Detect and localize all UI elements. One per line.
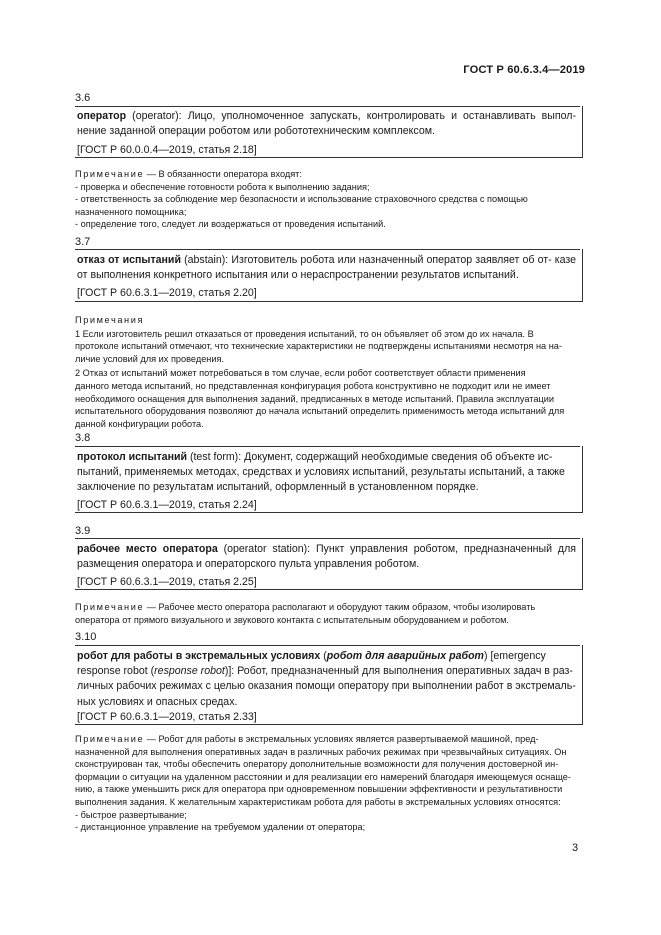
term-definition-line: пытаний, применяемых методах, средствах и условиях испытаний, результаты испытаний, а также xyxy=(77,466,565,479)
note-label: Примечания xyxy=(75,315,145,325)
term-english: (test form): xyxy=(189,451,242,463)
term-source: [ГОСТ Р 60.6.3.1—2019, статья 2.24] xyxy=(77,499,257,511)
term-definition: Лицо, уполномоченное запускать, контролировать и останавливать выпол- xyxy=(187,110,576,122)
note-item: назначенного помощника; xyxy=(75,206,187,217)
term-number: 3.6 xyxy=(75,92,91,104)
term-english: [emergency xyxy=(490,650,546,662)
page-header: ГОСТ Р 60.6.3.4—2019 xyxy=(463,64,585,76)
term-source: [ГОСТ Р 60.6.3.1—2019, статья 2.20] xyxy=(77,287,257,299)
term-definition-rest: нение заданной операции роботом или робототехническим комплексом. xyxy=(77,125,435,138)
note-item: - ответственность за соблюдение мер безопасности и использование страховочного средства с помощью xyxy=(75,194,528,205)
term-box-3-6 xyxy=(75,106,583,158)
term-box-3-8 xyxy=(75,446,583,513)
note-label: Примечание xyxy=(75,602,145,612)
note-label: Примечание xyxy=(75,734,145,744)
term-definition-line: личных рабочих режимах с целью оказания помощи оператору при выполнении работ в экстремаль- xyxy=(77,680,576,693)
note-line: сконструирован так, чтобы обеспечить оператору дополнительные возможности для получения достоверной ин- xyxy=(75,759,559,770)
term-english: (operator station): xyxy=(223,543,311,555)
note-line: личие условий для их проведения. xyxy=(75,353,225,364)
term-english: (operator): xyxy=(132,110,182,122)
note-label: Примечание xyxy=(75,169,145,179)
term-english: )]: xyxy=(224,665,235,678)
term-definition-rest: размещения оператора и операторского пульта управления роботом. xyxy=(77,558,420,571)
term-english: response robot ( xyxy=(77,665,155,678)
term-definition: Робот, предназначенный для выполнения оперативных задач в раз- xyxy=(237,665,573,678)
term-number: 3.10 xyxy=(75,631,97,643)
note-line: необходимого оснащения для выполнения заданий, предписанных в методе испытаний. Правила эксплуатации xyxy=(75,393,555,404)
note-line: данной конфигурации робота. xyxy=(75,418,204,429)
note-3-10 xyxy=(75,733,581,834)
note-line: 1 Если изготовитель решил отказаться от проведения испытаний, то он объявляет об этом до их начала. В xyxy=(75,328,534,339)
note-3-9 xyxy=(75,601,581,626)
note-line: формации о ситуации на удаленном расстоянии и для реализации его намерений благодаря имеющемуся оснаще- xyxy=(75,771,571,782)
note-line: — Рабочее место оператора располагают и оборудуют таким образом, чтобы изолировать xyxy=(144,602,536,612)
note-line: нию, а также уменьшить риск для оператора при одновременном повышении эффективности и результативности xyxy=(75,784,563,795)
term-definition: Пункт управления роботом, предназначенный для xyxy=(315,543,576,555)
note-item: - проверка и обеспечение готовности робота к выполнению задания; xyxy=(75,181,370,192)
term-definition: Изготовитель робота или назначенный оператор заявляет об от- xyxy=(231,254,552,266)
term-box-3-10: робот для работы в экстремальных условиях (робот для аварийных работ) [emergency response robot (response robot)]: Робот, предназначенный для выполнения оперативных задач в раз- личных рабочих режимах с целью оказания помощи оператору при выполнении работ в экстремаль- ных условиях и опасных средах. [ГОСТ Р 60.6.3.1—2019, статья 2.33] xyxy=(75,645,583,725)
note-line: протоколе испытаний отмечают, что технические характеристики не подтверждены испытаниями несмотря на на- xyxy=(75,341,562,352)
term-box-3-7 xyxy=(75,249,583,302)
term-number: 3.7 xyxy=(75,236,91,248)
term-english: (abstain): xyxy=(184,254,229,266)
note-line: выполнения задания. К желательным характеристикам робота для работы в экстремальных условиях относятся: xyxy=(75,796,561,807)
note-line: испытательного оборудования позволяют до начала испытаний определить применимость метода испытаний для xyxy=(75,406,565,417)
term-title: робот для работы в экстремальных условиях xyxy=(77,650,321,662)
term-source: [ГОСТ Р 60.0.0.4—2019, статья 2.18] xyxy=(77,144,257,156)
term-title: рабочее место оператора xyxy=(77,543,218,555)
term-source: [ГОСТ Р 60.6.3.1—2019, статья 2.33] xyxy=(77,711,257,723)
note-item: - определение того, следует ли воздержаться от проведения испытаний. xyxy=(75,219,386,230)
note-line: - дистанционное управление на требуемом удалении от оператора; xyxy=(75,822,366,833)
term-number: 3.8 xyxy=(75,432,91,444)
term-title: протокол испытаний xyxy=(77,451,187,463)
term-definition: Документ, содержащий необходимые сведения об объекте ис- xyxy=(244,451,553,463)
term-english-italic: response robot xyxy=(154,665,225,678)
term-definition-line: ных условиях и опасных средах. xyxy=(77,695,238,708)
page-number: 3 xyxy=(572,842,579,854)
term-source: [ГОСТ Р 60.6.3.1—2019, статья 2.25] xyxy=(77,576,257,588)
note-line: - быстрое развертывание; xyxy=(75,809,187,820)
note-line: — Робот для работы в экстремальных условиях является развертываемой машиной, пред- xyxy=(144,734,539,744)
term-title: оператор xyxy=(77,110,127,122)
term-definition-line: заключение по результатам испытаний, оформленный в установленном порядке. xyxy=(77,481,479,494)
term-title: отказ от испытаний xyxy=(77,254,181,266)
note-3-6 xyxy=(75,168,581,231)
note-line: 2 Отказ от испытаний может потребоваться в том случае, если робот соответствует области применения xyxy=(75,368,526,379)
term-alternative: робот для аварийных работ xyxy=(326,650,484,662)
notes-3-7 xyxy=(75,314,581,430)
note-line: данного метода испытаний, но представленная конфигурация робота конструктивно не подходит или не имеет xyxy=(75,380,551,391)
term-definition-rest: казе от выполнения конкретного испытания или о нераспространении результатов испытаний. xyxy=(77,254,577,282)
note-line: назначенной для выполнения оперативных задач в различных рабочих режимах при чрезвычайных ситуациях. Он xyxy=(75,746,567,757)
note-line: оператора от прямого визуального и звукового контакта с испытательным оборудованием и роботом. xyxy=(75,614,509,625)
note-intro: — В обязанности оператора входят: xyxy=(144,169,302,179)
term-box-3-9 xyxy=(75,538,583,590)
term-number: 3.9 xyxy=(75,525,91,537)
